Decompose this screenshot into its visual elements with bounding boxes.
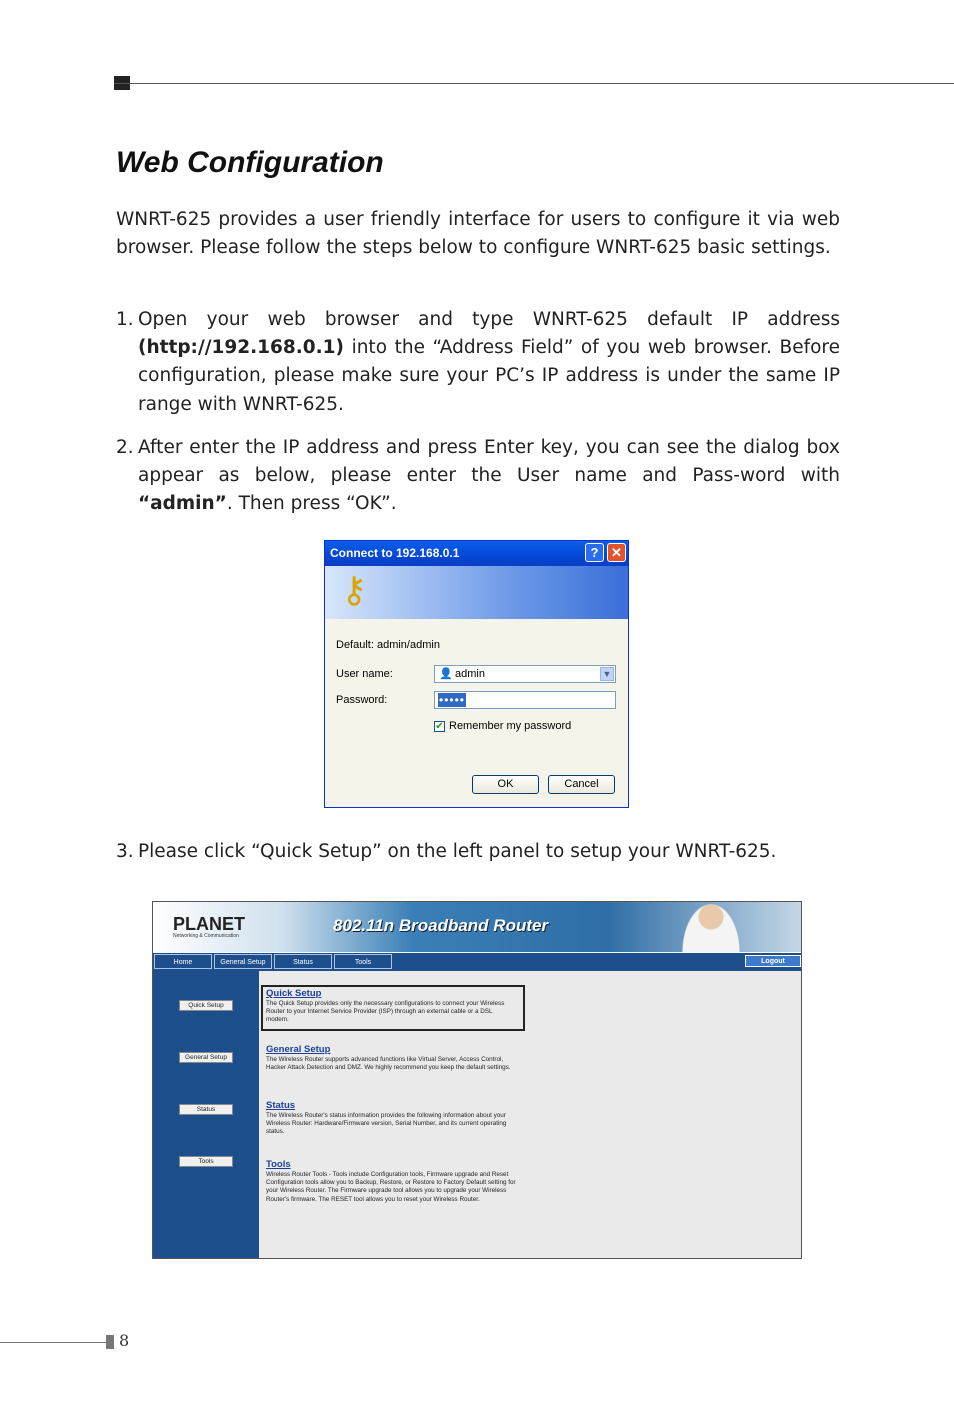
nav-tab-general-setup[interactable]: General Setup [214, 954, 272, 969]
sidebar-quick-setup-button[interactable]: Quick Setup [179, 1000, 233, 1011]
step-text: . Then press “OK”. [226, 493, 397, 515]
step-2 [116, 434, 840, 519]
password-label: Password: [336, 694, 388, 706]
section-status [266, 1100, 516, 1137]
router-header [153, 902, 801, 952]
step-bold-credential: “admin” [138, 493, 227, 515]
page-number: 8 [119, 1331, 130, 1350]
keys-icon: ⚷ [341, 570, 368, 611]
step-text: Open your web browser and type WNRT-625 default IP address [138, 309, 840, 330]
router-main-panel [259, 971, 801, 1258]
help-button[interactable]: ? [585, 543, 604, 562]
step-text: Please click “Quick Setup” on the left panel to setup your WNRT-625. [138, 841, 777, 862]
router-nav [153, 952, 801, 971]
user-name-label: User name: [336, 668, 393, 680]
dialog-title: Connect to 192.168.0.1 [330, 546, 460, 560]
cancel-button[interactable]: Cancel [548, 775, 615, 794]
step-text: into the “Address Field” of you web browser. Before configuration, please make sure your PC’s IP address is under the same IP range with WNRT-625. [138, 337, 840, 415]
nav-tab-tools[interactable]: Tools [334, 954, 392, 969]
ok-button[interactable]: OK [472, 775, 539, 794]
sidebar-general-setup-button[interactable]: General Setup [179, 1052, 233, 1063]
nav-tab-home[interactable]: Home [154, 954, 212, 969]
user-icon: 👤 [439, 668, 453, 680]
quick-setup-desc: The Quick Setup provides only the necessary configurations to connect your Wireless Router to your Internet Service Provider (ISP) through an external cable or a DSL modem. [266, 1000, 505, 1024]
quick-setup-link[interactable]: Quick Setup [266, 988, 322, 999]
router-sidebar [153, 971, 259, 1258]
chevron-down-icon[interactable]: ▼ [600, 667, 614, 681]
dialog-body [325, 619, 628, 807]
page-title: Web Configuration [116, 146, 384, 179]
step-3 [116, 838, 840, 866]
step-text: After enter the IP address and press Enter key, you can see the dialog box appear as below, please enter the User name and Pass-word with [138, 437, 840, 487]
step-number: 1. [116, 309, 134, 330]
footer-rule [0, 1342, 108, 1343]
user-name-combo[interactable] [434, 665, 616, 683]
user-name-value: admin [455, 668, 485, 680]
tools-link[interactable]: Tools [266, 1159, 291, 1170]
section-quick-setup [266, 988, 516, 1025]
logout-button[interactable]: Logout [745, 955, 801, 967]
step-number: 3. [116, 841, 134, 862]
dialog-titlebar [325, 541, 628, 566]
sidebar-tools-button[interactable]: Tools [179, 1156, 233, 1167]
close-button[interactable]: ✕ [607, 543, 626, 562]
router-banner-title: 802.11n Broadband Router [333, 916, 549, 935]
default-credentials-text: Default: admin/admin [336, 639, 440, 651]
tools-desc: Wireless Router Tools - Tools include Configuration tools, Firmware upgrade and Reset Configuration tools allow you to Backup, Restore, or Restore to Factory Default setting for your Wireless Router. The Firmware upgrade tool allows you to upgrade your Wireless Router's firmware. The RESET tool allows you to reset your Wireless Router. [266, 1171, 516, 1203]
section-tools [266, 1159, 516, 1204]
sidebar-status-button[interactable]: Status [179, 1104, 233, 1115]
general-setup-desc: The Wireless Router supports advanced functions like Virtual Server, Access Control, Hacker Attack Detection and DMZ. We highly recommend you keep the default settings. [266, 1056, 511, 1072]
intro-paragraph: WNRT-625 provides a user friendly interface for users to configure it via web browser. Please follow the steps below to configure WNRT-625 basic settings. [116, 209, 840, 259]
header-rule [114, 83, 954, 84]
router-web-ui [152, 901, 802, 1259]
password-field[interactable] [434, 691, 616, 709]
footer-square [106, 1335, 114, 1349]
nav-tab-status[interactable]: Status [274, 954, 332, 969]
planet-logo: PLANET Networking & Communication [173, 914, 245, 939]
banner-person-image [681, 902, 741, 952]
step-1 [116, 306, 840, 419]
status-desc: The Wireless Router's status information provides the following information about your Wireless Router: Hardware/Firmware version, Serial Number, and its current operating status. [266, 1112, 507, 1136]
remember-password-checkbox[interactable]: ✔ [435, 721, 444, 732]
remember-password-label: Remember my password [449, 720, 572, 732]
step-bold-url: (http://192.168.0.1) [138, 337, 344, 359]
logo-subtitle: Networking & Communication [173, 933, 239, 939]
status-link[interactable]: Status [266, 1100, 296, 1111]
login-dialog [324, 540, 629, 808]
general-setup-link[interactable]: General Setup [266, 1044, 331, 1055]
dialog-banner [325, 566, 628, 619]
section-general-setup [266, 1044, 516, 1072]
password-value: ••••• [439, 693, 466, 707]
step-number: 2. [116, 437, 134, 458]
